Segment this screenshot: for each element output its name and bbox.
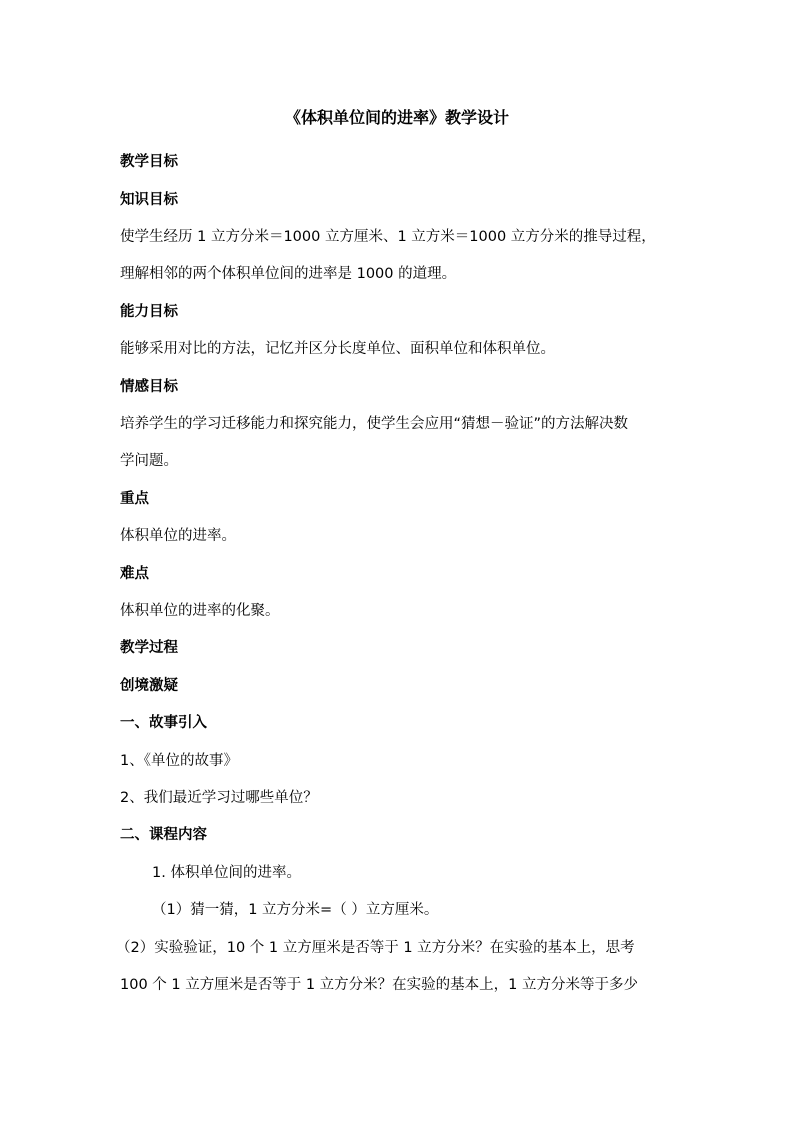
heading-teaching-goals: 教学目标 — [120, 154, 178, 170]
paragraph-line: 学问题。 — [120, 453, 178, 469]
paragraph-line: （1）猜一猜，1 立方分米=（ ）立方厘米。 — [152, 902, 439, 918]
heading-story-intro: 一、故事引入 — [120, 715, 207, 731]
heading-key-points: 重点 — [120, 491, 149, 507]
paragraph-line: 100 个 1 立方厘米是否等于 1 立方分米？在实验的基本上，1 立方分米等于多少 — [120, 977, 639, 993]
paragraph-line: 1、《单位的故事》 — [120, 753, 238, 769]
list-item: 1. 体积单位间的进率。 — [152, 865, 301, 881]
paragraph-line: 培养学生的学习迁移能力和探究能力，使学生会应用“猜想－验证”的方法解决数 — [120, 416, 629, 432]
paragraph-line: 2、我们最近学习过哪些单位？ — [120, 790, 318, 806]
paragraph-line: （2）实验验证，10 个 1 立方厘米是否等于 1 立方分米？在实验的基本上，思考 — [116, 940, 635, 956]
paragraph-line: 使学生经历 1 立方分米＝1000 立方厘米、1 立方米＝1000 立方分米的推导过程， — [120, 229, 656, 245]
heading-create-context: 创境激疑 — [120, 678, 178, 694]
heading-teaching-process: 教学过程 — [120, 640, 178, 656]
heading-difficulties: 难点 — [120, 566, 149, 582]
paragraph-line: 体积单位的进率的化聚。 — [120, 603, 280, 619]
document-title: 《体积单位间的进率》教学设计 — [284, 108, 509, 127]
heading-course-content: 二、课程内容 — [120, 827, 207, 843]
paragraph-line: 理解相邻的两个体积单位间的进率是 1000 的道理。 — [120, 266, 457, 282]
paragraph-line: 体积单位的进率。 — [120, 528, 236, 544]
paragraph-line: 能够采用对比的方法，记忆并区分长度单位、面积单位和体积单位。 — [120, 341, 555, 357]
heading-emotion-goals: 情感目标 — [120, 379, 178, 395]
heading-knowledge-goals: 知识目标 — [120, 192, 178, 208]
heading-ability-goals: 能力目标 — [120, 304, 178, 320]
